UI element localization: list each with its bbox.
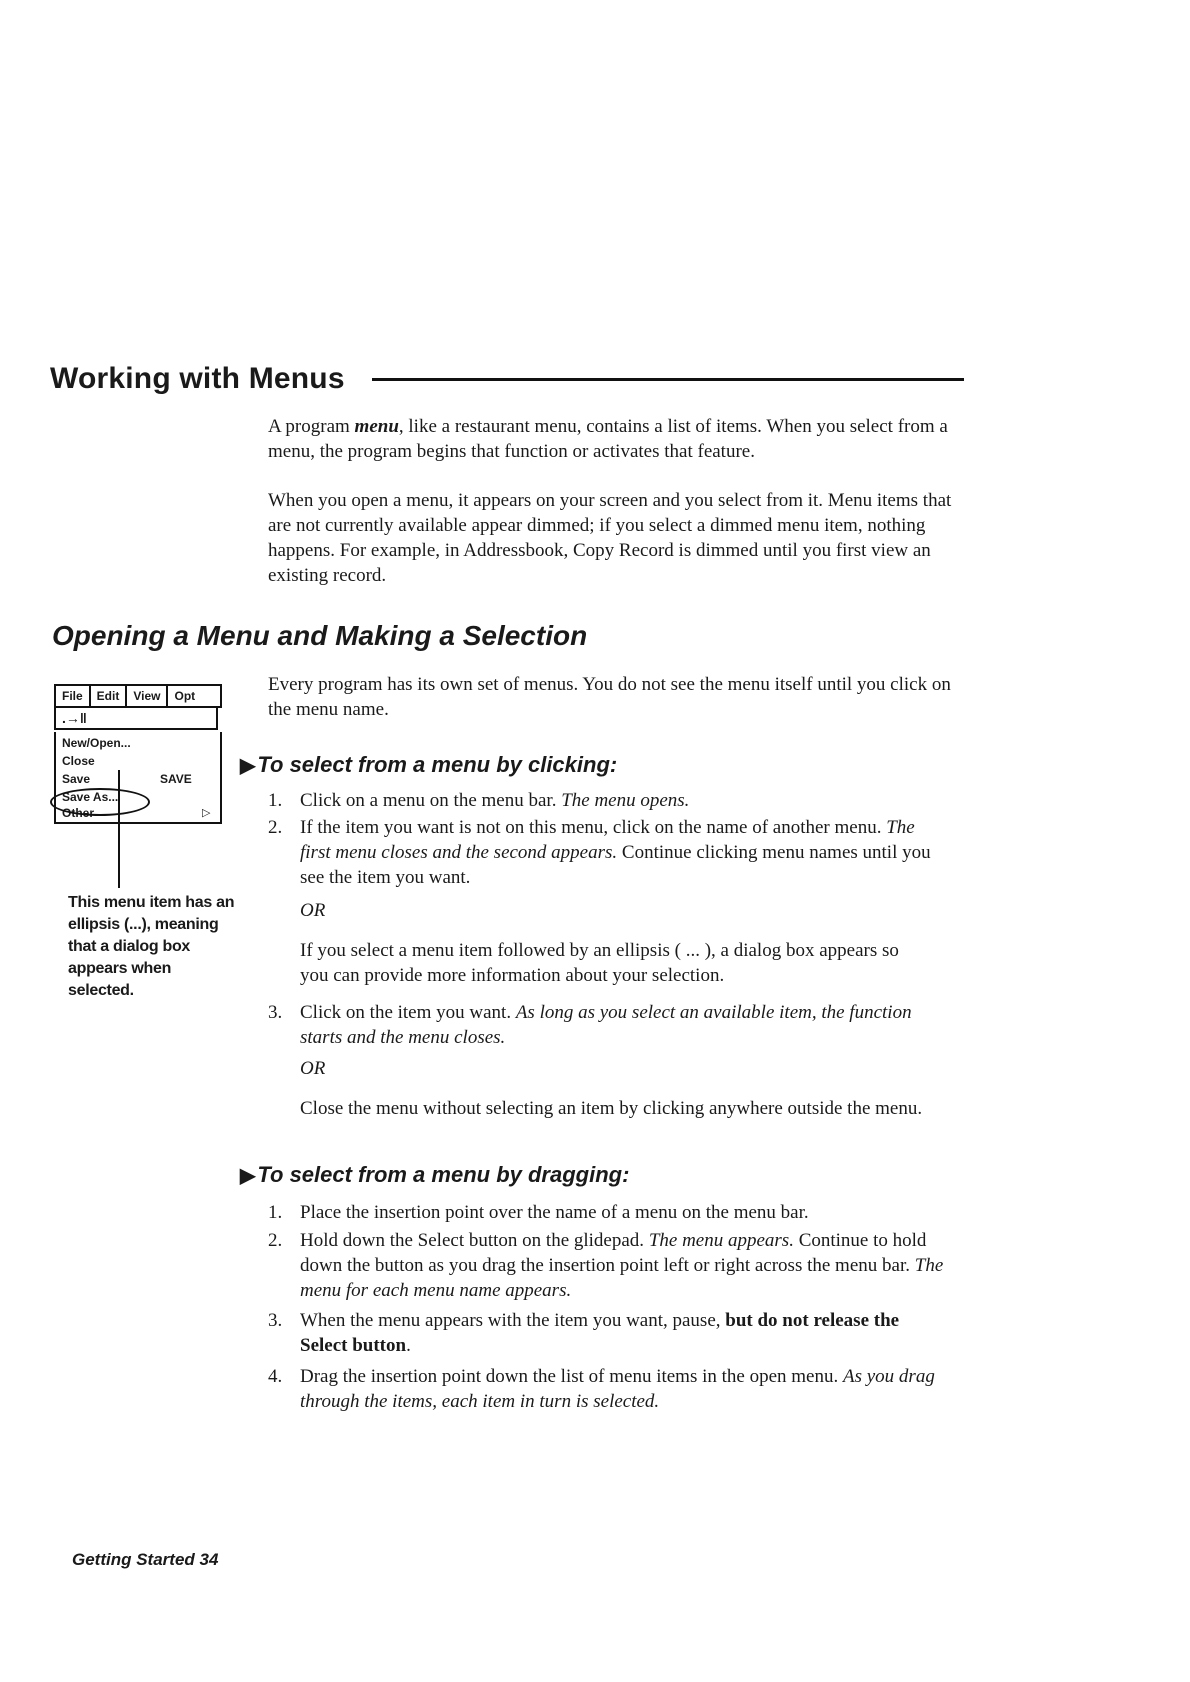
highlight-circle (50, 788, 150, 816)
clicking-procedure-title (240, 752, 617, 778)
menu-illustration (54, 684, 220, 834)
menu-item-new-open: New/Open... (62, 736, 131, 750)
clicking-step-2 (268, 815, 948, 890)
callout-line (118, 770, 120, 888)
menu-opt: Opt (174, 689, 196, 703)
intro-paragraph-1 (268, 414, 958, 464)
step-text: Place the insertion point over the name of a menu on the menu bar. (300, 1202, 809, 1223)
dragging-title-text: To select from a menu by dragging: (257, 1162, 630, 1187)
section-title: Working with Menus (50, 362, 345, 395)
menu-term: menu (354, 416, 399, 437)
step-text: Click on the item you want. (300, 1002, 516, 1023)
or-label: OR (300, 900, 326, 921)
step-number: 3. (268, 1310, 283, 1331)
step-number: 1. (268, 790, 283, 811)
menu-item-save: Save (62, 772, 91, 786)
menu-bar (54, 684, 222, 708)
step-result: The menu for each menu name appears. (300, 1255, 944, 1301)
dragging-step-3 (268, 1308, 948, 1358)
lead-paragraph: Every program has its own set of menus. You do not see the menu itself until you click on the menu name. (268, 674, 951, 720)
dragging-step-1 (268, 1200, 948, 1225)
step-number: 2. (268, 817, 283, 838)
clicking-step-1 (268, 788, 948, 813)
menu-item-close: Close (62, 754, 95, 768)
title-rule (372, 378, 964, 381)
step-number: 2. (268, 1230, 283, 1251)
step-text: Continue to hold down the button as you drag the insertion point left or right across the menu bar. (300, 1230, 927, 1276)
menu-subbar: .→‖ (54, 706, 218, 730)
step-result: The first menu closes and the second appears. (300, 817, 915, 863)
step-result: The menu appears. (648, 1230, 794, 1251)
dragging-step-2 (268, 1228, 948, 1303)
step-text: If the item you want is not on this menu, click on the name of another menu. (300, 817, 887, 838)
subsection-title: Opening a Menu and Making a Selection (52, 620, 588, 651)
or-label: OR (300, 1058, 326, 1079)
menu-file: File (56, 686, 91, 706)
arrow-icon: ▶ (240, 1164, 256, 1187)
alternative-ellipsis: If you select a menu item followed by an ellipsis ( ... ), a dialog box appears so you can provide more information about your selection. (300, 940, 899, 986)
step-result: As long as you select an available item, the function starts and the menu closes. (300, 1002, 912, 1048)
intro-paragraph-2: When you open a menu, it appears on your screen and you select from it. Menu items that are not currently available appear dimmed; if you select a dimmed menu item, nothing happens. For example, in Addressbook, Copy Record is dimmed until you first view an existing record. (268, 490, 952, 586)
submenu-arrow-icon: ▷ (202, 807, 211, 819)
step-number: 1. (268, 1202, 283, 1223)
intro-text: , like a restaurant menu, contains a list of items. When you select from a menu, the program begins that function or activates that feature. (268, 416, 948, 462)
page-footer: Getting Started 34 (72, 1550, 219, 1569)
step-emphasis: but do not release the Select button (300, 1310, 900, 1356)
step-number: 4. (268, 1366, 283, 1387)
step-text: Hold down the Select button on the glidepad. (300, 1230, 649, 1251)
step-number: 3. (268, 1002, 283, 1023)
dragging-step-4 (268, 1364, 948, 1414)
menu-edit: Edit (91, 686, 128, 706)
menu-view: View (127, 686, 168, 706)
clicking-step-3 (268, 1000, 948, 1050)
step-text: Click on a menu on the menu bar. (300, 790, 562, 811)
menu-item-save-as: Save As... (62, 790, 119, 804)
step-result: The menu opens. (561, 790, 690, 811)
figure-caption: This menu item has an ellipsis (...), meaning that a dialog box appears when selected. (68, 894, 235, 999)
step-text: . (406, 1335, 411, 1356)
arrow-icon: ▶ (240, 754, 256, 777)
step-result: As you drag through the items, each item in turn is selected. (300, 1366, 935, 1412)
intro-text: A program (268, 416, 355, 437)
menu-item-other: Other (62, 806, 95, 820)
step-text: Continue clicking menu names until you see the item you want. (300, 842, 931, 888)
save-accelerator: SAVE (160, 772, 192, 786)
dragging-procedure-title (240, 1162, 629, 1188)
step-text: Drag the insertion point down the list of menu items in the open menu. (300, 1366, 843, 1387)
step-text: When the menu appears with the item you want, pause, (300, 1310, 726, 1331)
alternative-close: Close the menu without selecting an item by clicking anywhere outside the menu. (300, 1098, 923, 1119)
clicking-title-text: To select from a menu by clicking: (257, 752, 618, 777)
